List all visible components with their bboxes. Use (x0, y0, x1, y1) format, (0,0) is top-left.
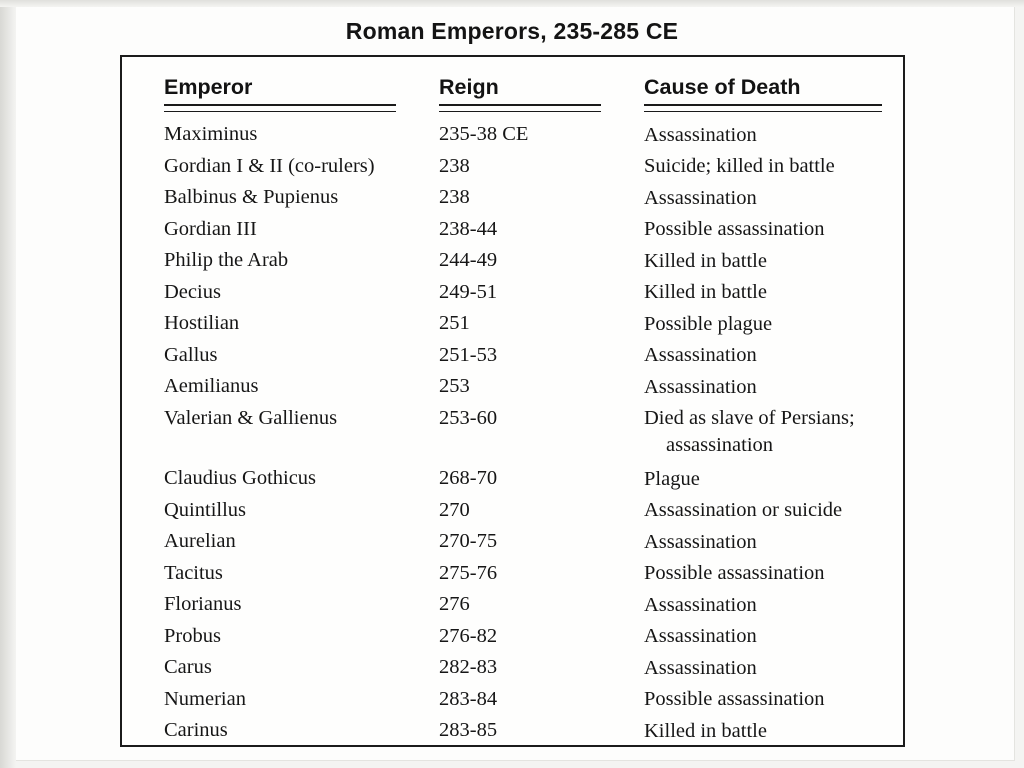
cause-of-death-line: Possible plague (644, 312, 773, 335)
cause-of-death-line: Assassination or suicide (644, 499, 843, 521)
emperor-cell: Balbinus & Pupienus (164, 186, 339, 208)
cause-of-death-cell (644, 214, 889, 244)
cause-of-death-cell (644, 715, 889, 745)
table-row (164, 684, 878, 716)
header-reign (439, 73, 644, 112)
cause-of-death-line: Plague (644, 467, 700, 490)
header-underline-cause (644, 104, 882, 112)
reign-cell: 244-49 (439, 249, 498, 271)
emperor-cell: Numerian (164, 687, 246, 710)
reign-cell: 276 (439, 593, 470, 615)
cause-of-death-cell (644, 684, 889, 714)
table-row (164, 277, 878, 309)
header-cause-label: Cause of Death (644, 75, 801, 99)
emperor-cell: Carinus (164, 719, 228, 741)
cause-of-death-line: Killed in battle (644, 719, 767, 742)
emperors-table (120, 55, 905, 747)
cause-of-death-cell (644, 652, 889, 682)
header-underline-emperor (164, 104, 396, 112)
cause-of-death-cell (644, 245, 889, 275)
cause-of-death-line: Killed in battle (644, 281, 767, 303)
table-row (164, 621, 878, 653)
cause-of-death-cell (644, 151, 889, 181)
cause-of-death-cell (644, 182, 889, 212)
reign-cell: 270 (439, 498, 470, 521)
cause-of-death-line: Possible assassination (644, 218, 825, 240)
cause-of-death-cell (644, 589, 889, 619)
table-row (164, 495, 878, 527)
cause-of-death-cell (644, 119, 889, 149)
cause-of-death-line: Possible assassination (644, 562, 825, 584)
emperor-cell: Gordian III (164, 217, 257, 240)
cause-of-death-line: Killed in battle (644, 249, 767, 272)
reign-cell: 283-85 (439, 719, 498, 741)
cause-of-death-line: Assassination (644, 625, 757, 647)
reign-cell: 235-38 CE (439, 123, 529, 145)
cause-of-death-line: Died as slave of Persians; (644, 407, 855, 429)
emperor-cell: Carus (164, 656, 212, 678)
page-title: Roman Emperors, 235-285 CE (345, 18, 679, 44)
emperor-cell: Maximinus (164, 123, 258, 145)
table-row (164, 463, 878, 495)
table-row (164, 652, 878, 684)
reign-cell: 249-51 (439, 280, 498, 303)
scan-edge-shading-left (0, 0, 16, 768)
header-emperor-label: Emperor (164, 75, 253, 99)
cause-of-death-cell (644, 308, 889, 338)
cause-of-death-line: Assassination (644, 375, 757, 398)
table-row (164, 589, 878, 621)
emperor-cell: Valerian & Gallienus (164, 406, 338, 429)
reign-cell: 268-70 (439, 467, 498, 489)
cause-of-death-line: Suicide; killed in battle (644, 155, 835, 177)
cause-of-death-cell (644, 371, 889, 401)
reign-cell: 238 (439, 154, 470, 177)
table-row (164, 340, 878, 372)
emperor-cell: Gallus (164, 343, 218, 366)
reign-cell: 253 (439, 375, 470, 397)
emperor-cell: Philip the Arab (164, 249, 289, 271)
table-row (164, 558, 878, 590)
reign-cell: 270-75 (439, 530, 498, 552)
cause-of-death-cell (644, 526, 889, 556)
header-cause (644, 73, 889, 112)
cause-of-death-line: Assassination (644, 123, 757, 146)
cause-of-death-line: Assassination (644, 656, 757, 679)
reign-cell: 276-82 (439, 624, 498, 647)
table-row (164, 715, 878, 747)
emperor-cell: Tacitus (164, 561, 223, 584)
scan-edge-shading-top (0, 0, 1024, 7)
table-body (164, 119, 878, 747)
table-row (164, 214, 878, 246)
cause-of-death-cell (644, 277, 889, 307)
cause-of-death-line: Assassination (644, 593, 757, 616)
reign-cell: 238-44 (439, 217, 498, 240)
reign-cell: 253-60 (439, 406, 498, 429)
table-row (164, 182, 878, 214)
emperor-cell: Claudius Gothicus (164, 467, 317, 489)
table-row (164, 119, 878, 151)
table-row (164, 403, 878, 460)
header-underline-reign (439, 104, 601, 112)
header-emperor (164, 73, 439, 112)
cause-of-death-cell (644, 558, 889, 588)
reign-cell: 238 (439, 186, 470, 208)
table-row (164, 526, 878, 558)
cause-of-death-cell (644, 403, 889, 460)
cause-of-death-line: Assassination (644, 530, 757, 553)
emperor-cell: Hostilian (164, 312, 240, 334)
emperor-cell: Aemilianus (164, 375, 259, 397)
emperor-cell: Florianus (164, 593, 242, 615)
reign-cell: 251 (439, 312, 470, 334)
table-row (164, 245, 878, 277)
table-row (164, 371, 878, 403)
cause-of-death-cell (644, 340, 889, 370)
cause-of-death-cell (644, 463, 889, 493)
table-row (164, 308, 878, 340)
emperor-cell: Decius (164, 280, 221, 303)
reign-cell: 275-76 (439, 561, 498, 584)
emperor-cell: Probus (164, 624, 221, 647)
cause-of-death-cell (644, 621, 889, 651)
cause-of-death-line: Assassination (644, 186, 757, 209)
cause-of-death-line: assassination (666, 434, 774, 456)
emperor-cell: Quintillus (164, 498, 247, 521)
table-row (164, 151, 878, 183)
cause-of-death-cell (644, 495, 889, 525)
reign-cell: 283-84 (439, 687, 498, 710)
emperor-cell: Aurelian (164, 530, 236, 552)
emperor-cell: Gordian I & II (co-rulers) (164, 154, 375, 177)
header-reign-label: Reign (439, 75, 499, 99)
table-header-row (164, 73, 878, 112)
reign-cell: 251-53 (439, 343, 498, 366)
cause-of-death-line: Assassination (644, 344, 757, 366)
reign-cell: 282-83 (439, 656, 498, 678)
cause-of-death-line: Possible assassination (644, 688, 825, 710)
